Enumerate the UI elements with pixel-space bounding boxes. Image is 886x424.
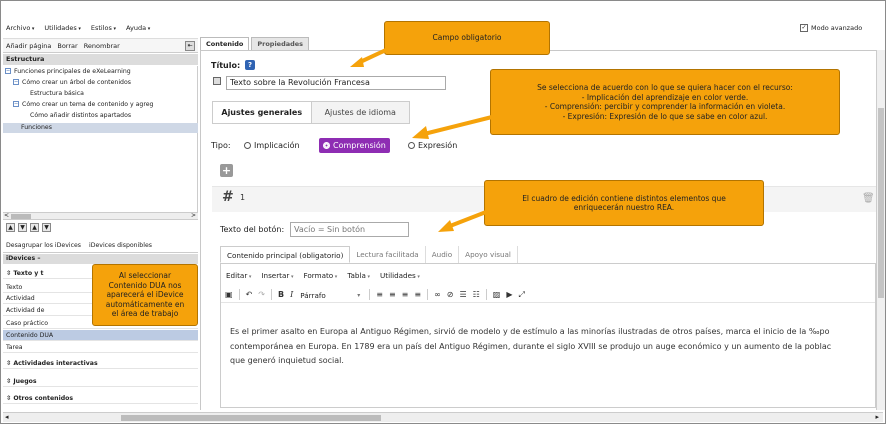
checkbox-checked-icon[interactable]: ✓ [801, 24, 807, 31]
image-icon[interactable]: ▨ [492, 290, 501, 299]
tab-main-content[interactable]: Contenido principal (obligatorio) [220, 246, 350, 263]
arrow-head [412, 126, 429, 139]
idevice-item[interactable]: Tarea [3, 342, 198, 353]
editor-menubar [221, 268, 420, 282]
delete-button[interactable]: Borrar [57, 41, 78, 50]
tab-contenido[interactable]: Contenido [200, 37, 249, 50]
collapse-toggle-icon[interactable]: − [14, 79, 19, 85]
idevice-category[interactable]: ⇳ Actividades interactivas [3, 358, 198, 369]
idevice-item-contenido-dua[interactable]: Contenido DUA [3, 330, 198, 341]
callout-campo-obligatorio: Campo obligatorio [384, 21, 550, 55]
button-text-label: Texto del botón: [220, 225, 285, 234]
editor-menu-editar[interactable]: Editar ▾ [226, 271, 251, 280]
numbered-list-icon[interactable]: ☷ [472, 290, 480, 299]
callout-arrows-top [340, 40, 410, 70]
tab-propiedades[interactable]: Propiedades [251, 37, 309, 50]
align-center-icon[interactable]: ≡ [388, 290, 396, 299]
tree-item[interactable]: Estructura básica [30, 90, 84, 97]
tree-item-selected[interactable]: Funciones [3, 123, 198, 133]
tab-audio[interactable]: Audio [426, 246, 459, 263]
button-text-input[interactable]: Vacío = Sin botón [290, 222, 409, 237]
scroll-thumb[interactable] [878, 108, 884, 298]
idevice-category[interactable]: ⇳ Juegos [3, 376, 198, 387]
title-edit-icon[interactable] [213, 77, 221, 85]
callout-arrows-tipo [400, 112, 500, 147]
idevice-category[interactable]: ⇳ Otros contenidos [3, 393, 198, 404]
radio-expresion[interactable]: Expresión [404, 138, 461, 153]
block-number: 1 [240, 193, 246, 202]
arrow-editor [450, 212, 486, 226]
editor-toolbar [221, 287, 875, 303]
italic-icon[interactable]: I [290, 290, 294, 299]
add-block-button[interactable]: + [221, 164, 232, 177]
scroll-left-icon[interactable]: ◂ [5, 413, 9, 421]
paragraph-format-select[interactable]: Párrafo ▾ [299, 289, 363, 301]
idevice-category[interactable]: ⇳ Texto y t [3, 268, 198, 279]
structure-header: Estructura [3, 54, 198, 65]
arrow-head [350, 57, 364, 67]
ungroup-idevices-tab[interactable]: Desagrupar los iDevices [6, 242, 82, 249]
menu-utilidades[interactable]: Utilidades ▾ [44, 24, 80, 32]
editor-menu-tabla[interactable]: Tabla ▾ [347, 271, 370, 280]
demote-icon[interactable]: ▼ [42, 223, 51, 232]
tree-item[interactable]: Cómo añadir distintos apartados [30, 112, 132, 119]
move-down-icon[interactable]: ▼ [18, 223, 27, 232]
available-idevices-tab[interactable]: iDevices disponibles [89, 242, 152, 249]
bold-icon[interactable]: B [277, 290, 285, 299]
tree-item[interactable]: − Cómo crear un árbol de contenidos [14, 79, 131, 86]
menu-ayuda[interactable]: Ayuda ▾ [126, 24, 150, 32]
redo-icon[interactable]: ↷ [258, 290, 265, 299]
page-horizontal-scrollbar[interactable] [3, 412, 883, 422]
tab-language-settings[interactable]: Ajustes de idioma [312, 102, 410, 123]
rename-button[interactable]: Renombrar [83, 41, 120, 50]
arrow-tipo [424, 117, 492, 134]
scroll-right-icon[interactable]: > [190, 212, 196, 219]
collapse-icon[interactable]: – [37, 255, 41, 262]
tree-horizontal-scrollbar[interactable] [3, 212, 198, 220]
idevice-item[interactable]: Actividad [3, 293, 198, 304]
arrow-head [438, 220, 454, 232]
callout-tipo: Se selecciona de acuerdo con lo que se quiera hacer con el recurso: - Implicación del aprendizaje en color verde. - Comprensión: percibir y comprender la información en violeta. - Expresión: Expresión de lo que se sabe en color azul. [490, 69, 840, 135]
editor-menu-utilidades[interactable]: Utilidades ▾ [380, 271, 420, 280]
callout-arrows-editor [430, 208, 492, 236]
radio-implicacion[interactable]: Implicación [240, 138, 304, 153]
structure-toolbar [3, 38, 198, 53]
tab-visual-support[interactable]: Apoyo visual [459, 246, 518, 263]
undo-icon[interactable]: ↶ [245, 290, 253, 299]
idevice-item[interactable]: Texto [3, 282, 198, 293]
editor-menu-formato[interactable]: Formato ▾ [303, 271, 337, 280]
idevice-item[interactable]: Actividad de [3, 305, 198, 316]
settings-tabs [212, 101, 410, 124]
radio-comprension[interactable]: Comprensión [319, 138, 390, 153]
advanced-mode-toggle[interactable]: ✓ Modo avanzado [801, 24, 863, 32]
title-input[interactable]: Texto sobre la Revolución Francesa [226, 76, 446, 90]
collapse-icon[interactable]: ⇤ [185, 41, 195, 51]
tree-move-buttons [3, 222, 198, 233]
radio-icon [244, 142, 251, 149]
unlink-icon[interactable]: ⊘ [446, 290, 454, 299]
radio-selected-icon [323, 142, 330, 149]
move-up-icon[interactable]: ▲ [6, 223, 15, 232]
tab-general-settings[interactable]: Ajustes generales [213, 102, 312, 123]
trash-icon[interactable]: 🗑 [862, 193, 875, 204]
title-label: Título: [211, 61, 241, 70]
menu-estilos[interactable]: Estilos ▾ [91, 24, 116, 32]
scroll-thumb[interactable] [11, 214, 31, 219]
fullscreen-icon[interactable]: ⤢ [518, 289, 525, 299]
editor-menu-insertar[interactable]: Insertar ▾ [261, 271, 293, 280]
media-icon[interactable]: ▶ [506, 290, 513, 299]
callout-dua: Al seleccionar Contenido DUA nos aparecerá el iDevice automáticamente en el área de trabajo [92, 264, 198, 326]
type-label: Tipo: [211, 141, 231, 150]
tree-item[interactable]: − Cómo crear un tema de contenido y agreg [14, 101, 154, 108]
save-icon[interactable]: ▣ [225, 290, 233, 299]
vertical-scrollbar[interactable] [876, 50, 885, 410]
bullet-list-icon[interactable]: ☰ [459, 290, 467, 299]
editor-text-content[interactable]: Es el primer asalto en Europa al Antiguo Régimen, sirvió de modelo y de estímulo a las minorías ilustradas de otros países, marca el inicio de la ‰po contemporánea en Europa. En 1789 era un país del Antiguo Régimen, durante el siglo XVIII se produjo un auge económico y un aumento de la poblac que generó inquietud social. [230, 327, 832, 365]
align-left-icon[interactable]: ≡ [376, 290, 383, 299]
structure-tree [3, 66, 198, 212]
tree-item[interactable]: − Funciones principales de eXeLearning [6, 68, 131, 75]
align-right-icon[interactable]: ≡ [401, 290, 409, 299]
help-icon[interactable]: ? [245, 60, 255, 70]
add-page-button[interactable]: Añadir página [6, 41, 52, 50]
scroll-thumb[interactable] [121, 415, 381, 421]
hash-icon: # [222, 189, 234, 205]
idevice-item[interactable]: Caso práctico [3, 318, 198, 329]
collapse-toggle-icon[interactable]: − [6, 68, 11, 74]
align-justify-icon[interactable]: ≡ [414, 290, 422, 299]
link-icon[interactable]: ∞ [434, 290, 441, 299]
editor-tabs [200, 37, 309, 50]
callout-editor: El cuadro de edición contiene distintos elementos que enriquecerán nuestro REA. [484, 180, 764, 226]
idevice-tabs [3, 239, 198, 253]
content-tabs [220, 246, 876, 264]
tab-easy-reading[interactable]: Lectura facilitada [350, 246, 425, 263]
main-menubar [3, 20, 198, 36]
promote-icon[interactable]: ▲ [30, 223, 39, 232]
menu-archivo[interactable]: Archivo ▾ [6, 24, 34, 32]
idevices-header: iDevices – [3, 254, 198, 264]
scroll-right-icon[interactable]: ▸ [875, 413, 879, 421]
scroll-left-icon[interactable]: < [4, 212, 10, 219]
collapse-toggle-icon[interactable]: − [14, 101, 19, 107]
